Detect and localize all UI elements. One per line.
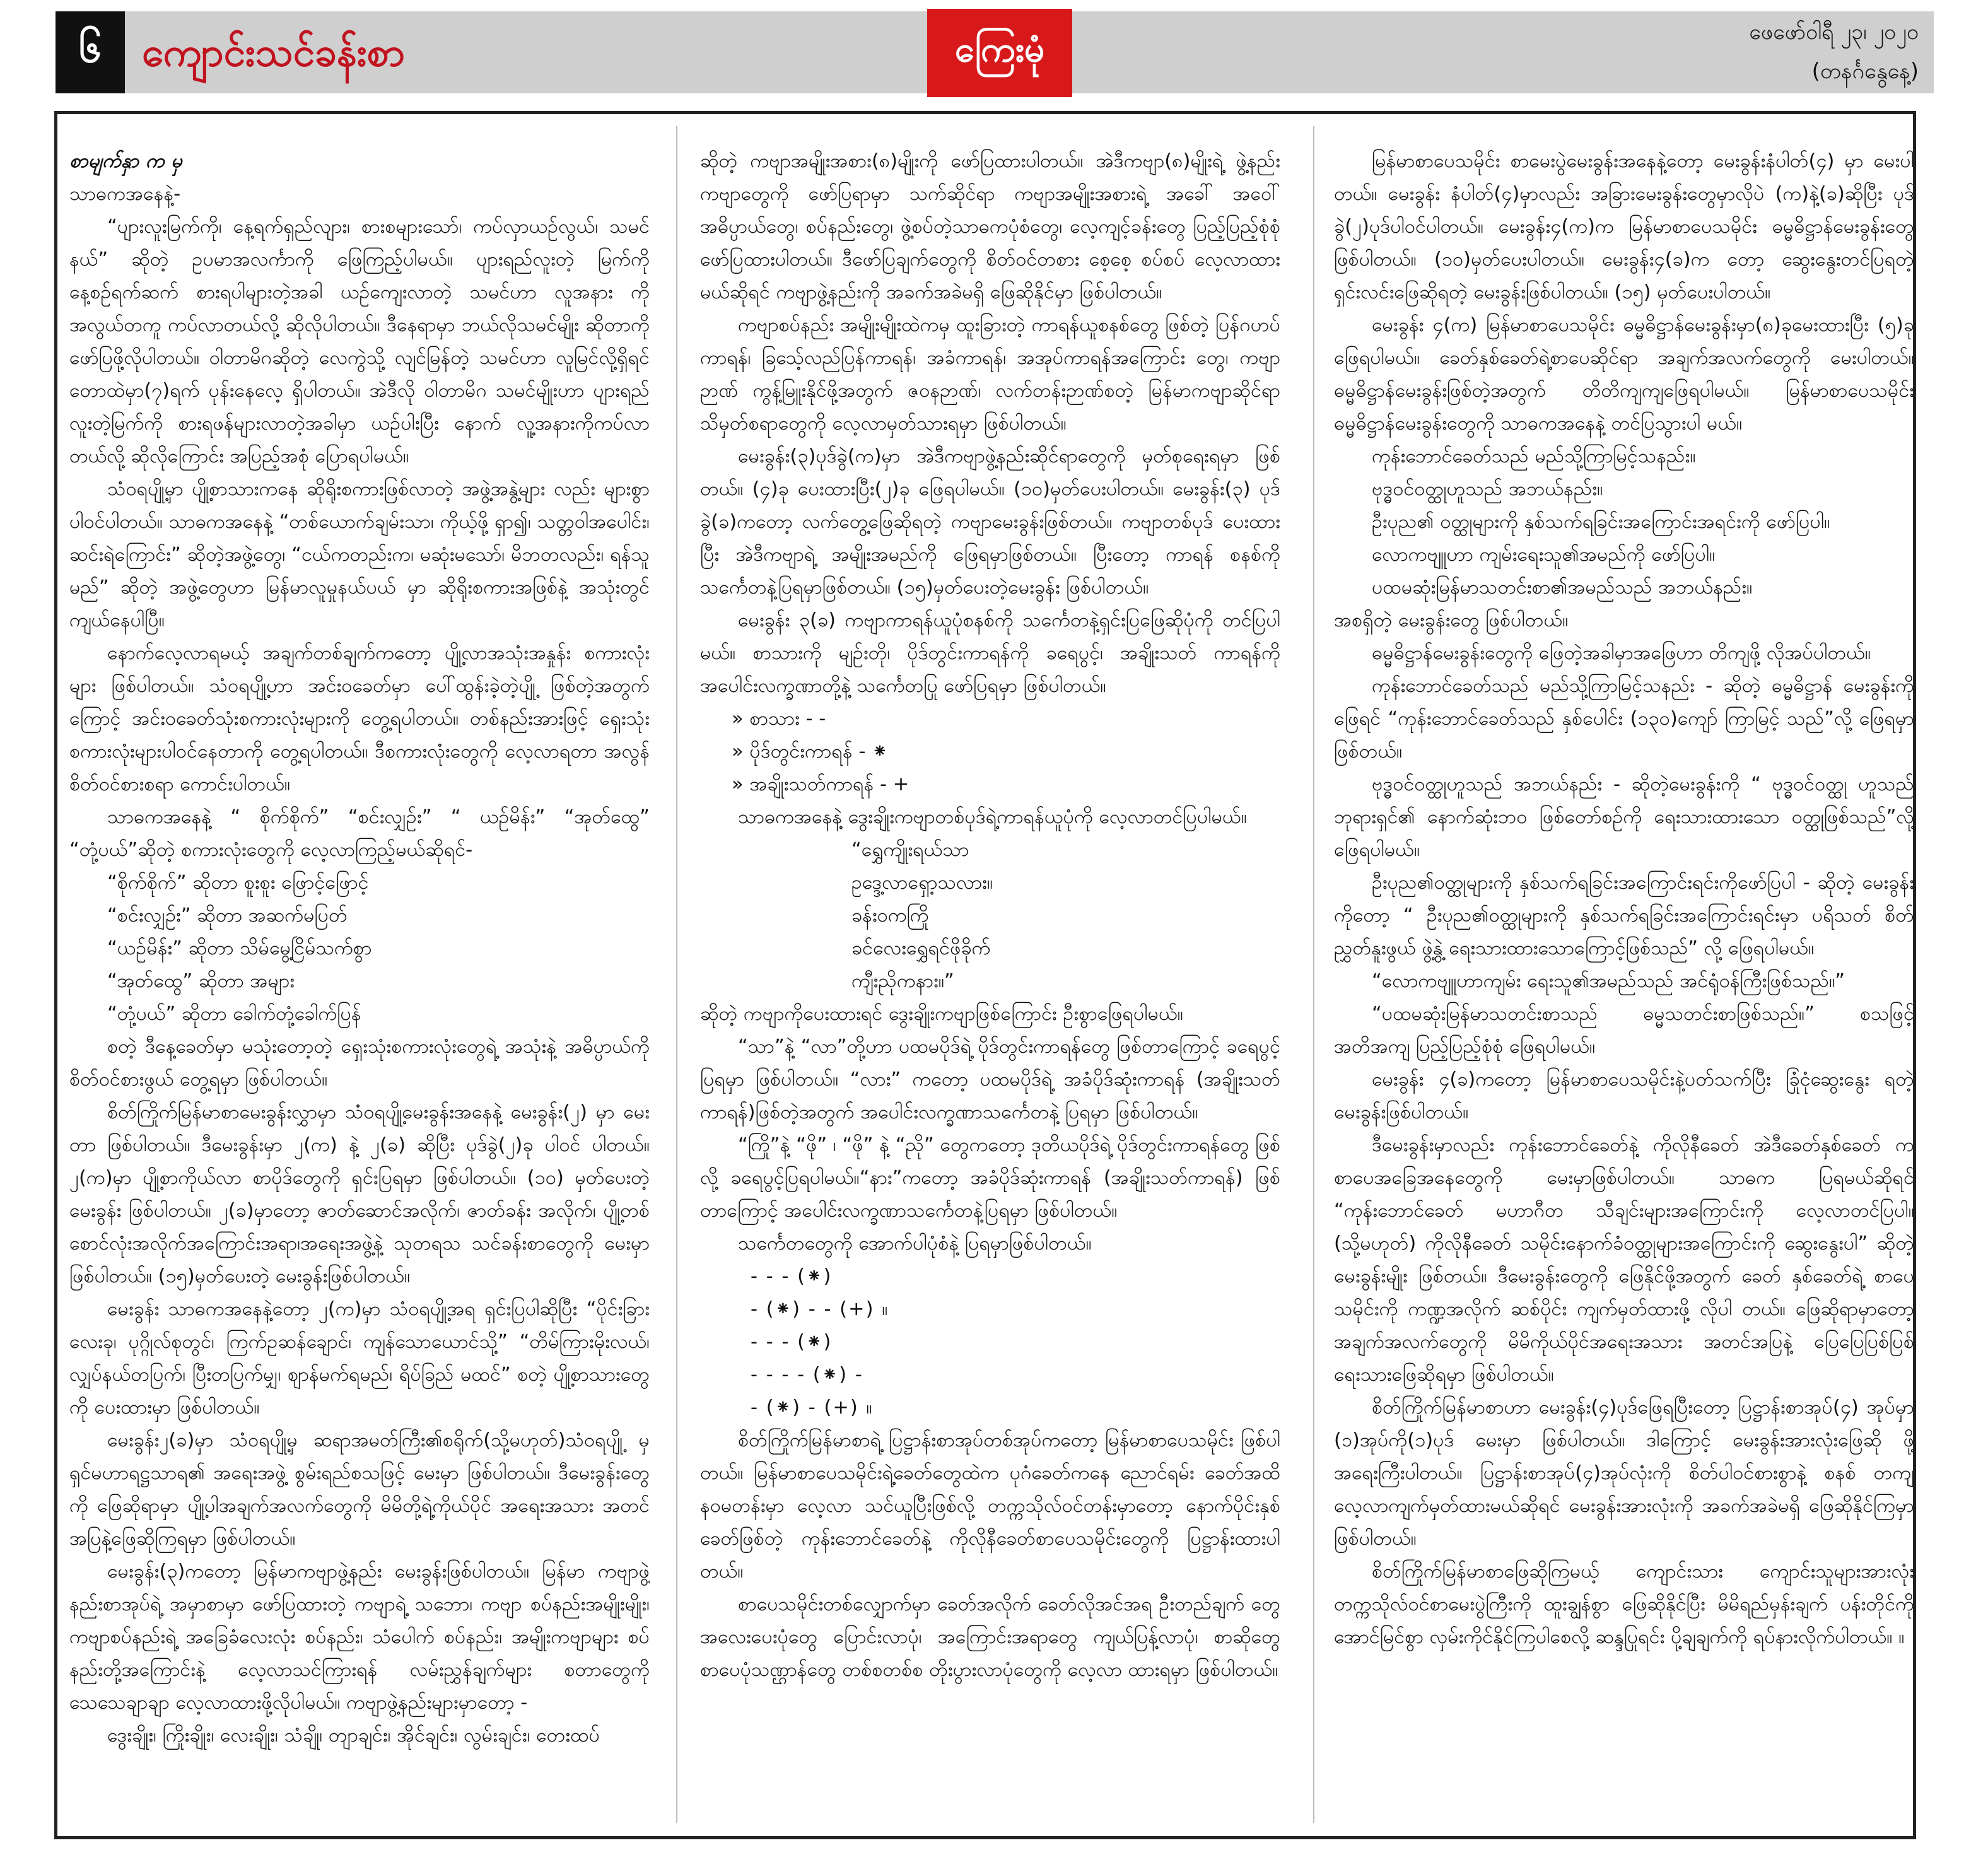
continued-from: စာမျက်နှာ က မှ bbox=[69, 150, 182, 172]
symbol-legend-item: » အချိုးသတ်ကာရန် - + bbox=[732, 773, 909, 795]
paragraph: မေးခွန်း၂(ခ)မှာ သံဝရပျို့မှ ဆရာအမတ်ကြီး၏စရိုက်(သို့မဟုတ်)သံဝရပျို့ မှ ရှင်မဟာရဋ္ဌသာရ၏ အရေးအဖွဲ့ စွမ်းရည်စသဖြင့် မေးမှာ ဖြစ်ပါတယ်။ ဒီမေးခွန်းတွေကို ဖြေဆိုရာမှာ ပျို့ပါအချက်အလက်တွေကို မိမိတို့ရဲ့ကိုယ်ပိုင် အရေးအသား အတင်အပြနဲ့ဖြေဆိုကြရမှာ ဖြစ်ပါတယ်။ bbox=[69, 1429, 650, 1550]
paragraph: စာပေသမိုင်းတစ်လျှောက်မှာ ခေတ်အလိုက် ခေတ်လိုအင်အရ ဦးတည်ချက် တွေ အလေးပေးပုံတွေ ပြောင်းလာပုံ၊ အကြောင်းအရာတွေ ကျယ်ပြန့်လာပုံ၊ စာဆိုတွေ စာပေပုံသဏ္ဌာန်တွေ တစ်စတစ်စ တိုးပွားလာပုံတွေကို လေ့လာ ထားရမှာ ဖြစ်ပါတယ်။ bbox=[700, 1593, 1280, 1681]
paragraph: စိတ်ကြိုက်မြန်မာစာဖြေဆိုကြမယ့် ကျောင်းသား ကျောင်းသူများအားလုံး တက္ကသိုလ်ဝင်စာမေးပွဲကြီးကို ထူးချွန်စွာ ဖြေဆိုနိုင်ပြီး မိမိရည်မှန်းချက် ပန်းတိုင်ကို အောင်မြင်စွာ လှမ်းကိုင်နိုင်ကြပါစေလို့ ဆန္ဒပြုရင်း ပို့ချချက်ကို ရပ်နားလိုက်ပါတယ်။ ။ bbox=[1334, 1560, 1914, 1648]
sample-question: လောကဗျူဟာ ကျမ်းရေးသူ၏အမည်ကို ဖော်ပြပါ။ bbox=[1372, 544, 1716, 566]
sample-answer: “ပထမဆုံးမြန်မာသတင်းစာသည် ဓမ္မသတင်းစာဖြစ်သည်။” စသဖြင့် အတိအကျ ပြည့်ပြည့်စုံစုံ ဖြေရပါမယ်။ bbox=[1334, 1003, 1914, 1058]
paragraph: စိတ်ကြိုက်မြန်မာစာမေးခွန်းလွှာမှာ သံဝရပျို့မေးခွန်းအနေနဲ့ မေးခွန်း(၂) မှာ မေးတာ ဖြစ်ပါတယ်။ ဒီမေးခွန်းမှာ ၂(က) နဲ့ ၂(ခ) ဆိုပြီး ပုဒ်ခွဲ(၂)ခု ပါဝင် ပါတယ်။ ၂(က)မှာ ပျို့စာကိုယ်လာ စာပိုဒ်တွေကို ရှင်းပြရမှာ ဖြစ်ပါတယ်။ (၁၀) မှတ်ပေးတဲ့မေးခွန်း ဖြစ်ပါတယ်။ ၂(ခ)မှာတော့ ဇာတ်ဆောင်အလိုက်၊ ဇာတ်ခန်း အလိုက်၊ ပျို့တစ်စောင်လုံးအလိုက်အကြောင်းအရာ၊အရေးအဖွဲ့နဲ့ သုတရသ သင်ခန်းစာတွေကို မေးမှာဖြစ်ပါတယ်။ (၁၅)မှတ်ပေးတဲ့ မေးခွန်းဖြစ်ပါတယ်။ bbox=[69, 1101, 650, 1287]
paragraph: “ပျားလူးမြက်ကို၊ နေ့ရက်ရှည်လျား၊ စားစများသော်၊ ကပ်လှာယဉ်လွယ်၊ သမင်နယ်” ဆိုတဲ့ ဥပမာအလင်္ကာကို ဖြေကြည့်ပါမယ်။ ပျားရည်လူးတဲ့ မြက်ကို နေ့စဉ်ရက်ဆက် စားရပါများတဲ့အခါ ယဉ်ကျေးလာတဲ့ သမင်ဟာ လူအနား ကို အလွယ်တကူ ကပ်လာတယ်လို့ ဆိုလိုပါတယ်။ ဒီနေရာမှာ ဘယ်လိုသမင်မျိုး ဆိုတာကို ဖော်ပြဖို့လိုပါတယ်။ ဝါတာမိဂဆိုတဲ့ လေကွဲသို့ လျင်မြန်တဲ့ သမင်ဟာ လူမြင်လို့ရှိရင် တောထဲမှာ(၇)ရက် ပုန်းနေလေ့ ရှိပါတယ်။ အဲဒီလို ဝါတာမိဂ သမင်မျိုးဟာ ပျားရည်လူးတဲ့မြက်ကို စားရဖန်များလာတဲ့အခါမှာ ယဉ်ပါးပြီး နောက် လူ့အနားကိုကပ်လာတယ်လို့ ဆိုလိုကြောင်း အပြည့်အစုံ ပြောရပါမယ်။ bbox=[69, 216, 650, 467]
paragraph: သံဝရပျို့မှာ ပျို့စာသားကနေ ဆိုရိုးစကားဖြစ်လာတဲ့ အဖွဲ့အနွဲ့များ လည်း များစွာပါဝင်ပါတယ်။ သာဓကအနေနဲ့ “တစ်ယောက်ချမ်းသာ၊ ကိုယ့်ဖို့ ရှာ၍၊ သတ္တဝါအပေါင်း၊ ဆင်းရဲကြောင်း” ဆိုတဲ့အဖွဲ့တွေ၊ “ငယ်ကတည်းက၊ မဆုံးမသော်၊ မိဘတလည်း၊ ရန်သူမည်” ဆိုတဲ့ အဖွဲ့တွေဟာ မြန်မာလူမှုနယ်ပယ် မှာ ဆိုရိုးစကားအဖြစ်နဲ့ အသုံးတွင် ကျယ်နေပါပြီ။ bbox=[69, 478, 650, 631]
glossary-item: “စိုက်စိုက်” ဆိုတာ စူးစူး ဖြောင့်ဖြောင့် bbox=[107, 872, 369, 894]
paragraph: စိတ်ကြိုက်မြန်မာစာရဲ့ ပြဋ္ဌာန်းစာအုပ်တစ်အုပ်ကတော့ မြန်မာစာပေသမိုင်း ဖြစ်ပါတယ်။ မြန်မာစာပေသမိုင်းရဲ့ခေတ်တွေထဲက ပုဂံခေတ်ကနေ ညောင်ရမ်း ခေတ်အထိ နဝမတန်းမှာ လေ့လာ သင်ယူပြီးဖြစ်လို့ တက္ကသိုလ်ဝင်တန်းမှာတော့ နောက်ပိုင်းနှစ်ခေတ်ဖြစ်တဲ့ ကုန်းဘောင်ခေတ်နဲ့ ကိုလိုနီခေတ်စာပေသမိုင်းတွေကို ပြဋ္ဌာန်းထားပါတယ်။ bbox=[700, 1429, 1280, 1583]
paragraph: အစရှိတဲ့ မေးခွန်းတွေ ဖြစ်ပါတယ်။ bbox=[1334, 609, 1569, 631]
paragraph: မေးခွန်း(၃)ပုဒ်ခွဲ(က)မှာ အဲဒီကဗျာဖွဲ့နည်းဆိုင်ရာတွေကို မှတ်စုရေးရမှာ ဖြစ်တယ်။ (၄)ခု ပေးထားပြီး(၂)ခု ဖြေရပါမယ်။ (၁၀)မှတ်ပေးပါတယ်။ မေးခွန်း(၃) ပုဒ်ခွဲ(ခ)ကတော့ လက်တွေ့ဖြေဆိုရတဲ့ ကဗျာမေးခွန်းဖြစ်တယ်။ ကဗျာတစ်ပုဒ် ပေးထားပြီး အဲဒီကဗျာရဲ့ အမျိုးအမည်ကို ဖြေရမှာဖြစ်တယ်။ ပြီးတော့ ကာရန် စနစ်ကို သင်္ကေတနဲ့ပြရမှာဖြစ်တယ်။ (၁၅)မှတ်ပေးတဲ့မေးခွန်း ဖြစ်ပါတယ်။ bbox=[700, 445, 1280, 599]
paragraph: သာဓကအနေနဲ့ ဒွေးချိုးကဗျာတစ်ပုဒ်ရဲ့ကာရန်ယူပုံကို လေ့လာတင်ပြပါမယ်။ bbox=[738, 806, 1247, 828]
paragraph: မေးခွန်း သာဓကအနေနဲ့တော့ ၂(က)မှာ သံဝရပျို့အရ ရှင်းပြပါဆိုပြီး “ပိုင်းခြားလေးခု၊ ပုဂ္ဂိုလ်စုတွင်၊ ကြက်ဥဆန်ချောင်၊ ကျန်သောယောင်သို့” “တိမ်ကြားမိုးလယ်၊ လျှပ်နယ်တပြက်၊ ပြီးတပြက်မျှ၊ ဈာန်မက်ရမည်၊ ရိပ်ခြည် မထင်” စတဲ့ ပျို့စာသားတွေကို ပေးထားမှာ ဖြစ်ပါတယ်။ bbox=[69, 1298, 650, 1419]
sample-question: ပထမဆုံးမြန်မာသတင်းစာ၏အမည်သည် အဘယ်နည်း။ bbox=[1372, 577, 1753, 599]
page-number: ၆ bbox=[56, 11, 125, 93]
newspaper-logo bbox=[927, 9, 1072, 97]
paragraph: သင်္ကေတတွေကို အောက်ပါပုံစံနဲ့ ပြရမှာဖြစ်ပါတယ်။ bbox=[738, 1232, 1092, 1255]
paragraph: မေးခွန်း ၄(က) မြန်မာစာပေသမိုင်း ဓမ္မဓိဋ္ဌာန်မေးခွန်းမှာ(၈)ခုမေးထားပြီး (၅)ခုဖြေရပါမယ်။ ခေတ်နှစ်ခေတ်ရဲ့စာပေဆိုင်ရာ အချက်အလက်တွေကို မေးပါတယ်။ ဓမ္မဓိဋ္ဌာန်မေးခွန်းဖြစ်တဲ့အတွက် တိတိကျကျဖြေရပါမယ်။ မြန်မာစာပေသမိုင်း ဓမ္မဓိဋ္ဌာန်မေးခွန်းတွေကို သာဓကအနေနဲ့ တင်ပြသွားပါ မယ်။ bbox=[1334, 314, 1914, 435]
glossary-item: “အုတ်ထွေ” ဆိုတာ အများ bbox=[107, 970, 295, 992]
paragraph: ဆိုတဲ့ ကဗျာအမျိုးအစား(၈)မျိုးကို ဖော်ပြထားပါတယ်။ အဲဒီကဗျာ(၈)မျိုးရဲ့ ဖွဲ့နည်းကဗျာတွေကို ဖော်ပြရာမှာ သက်ဆိုင်ရာ ကဗျာအမျိုးအစားရဲ့ အခေါ် အဝေါ် အဓိပ္ပာယ်တွေ၊ စပ်နည်းတွေ၊ ဖွဲ့စပ်တဲ့သာဓကပုံစံတွေ၊ လေ့ကျင့်ခန်းတွေ ပြည့်ပြည့်စုံစုံ ဖော်ပြထားပါတယ်။ ဒီဖော်ပြချက်တွေကို စိတ်ဝင်တစား စေ့စေ့ စပ်စပ် လေ့လာထားမယ်ဆိုရင် ကဗျာဖွဲ့နည်းကို အခက်အခဲမရှိ ဖြေဆိုနိုင်မှာ ဖြစ်ပါတယ်။ bbox=[700, 150, 1280, 303]
paragraph: ဓမ္မဓိဋ္ဌာန်မေးခွန်းတွေကို ဖြေတဲ့အခါမှာအဖြေဟာ တိကျဖို့ လိုအပ်ပါတယ်။ bbox=[1372, 642, 1871, 664]
paragraph: မေးခွန်း ၃(ခ) ကဗျာကာရန်ယူပုံစနစ်ကို သင်္ကေတနဲ့ရှင်းပြဖြေဆိုပုံကို တင်ပြပါမယ်။ စာသားကို မျဉ်းတို၊ ပိုဒ်တွင်းကာရန်ကို ခရေပွင့်၊ အချိုးသတ် ကာရန်ကို အပေါင်းလက္ခဏာတို့နဲ့ သင်္ကေတပြု ဖော်ပြရမှာ ဖြစ်ပါတယ်။ bbox=[700, 609, 1280, 697]
poem-line: ခန်းဝကကြို bbox=[851, 905, 929, 927]
paragraph: ဦးပုည၏ဝတ္ထုများကို နှစ်သက်ရခြင်းအကြောင်းရင်းကိုဖော်ပြပါ - ဆိုတဲ့ မေးခွန်းကိုတော့ “ ဦးပုည၏ဝတ္ထုများကို နှစ်သက်ရခြင်းအကြောင်းရင်းမှာ ပရိသတ် စိတ်ညွှတ်နူးဖွယ် ဖွဲ့နွဲ့ ရေးသားထားသောကြောင့်ဖြစ်သည်” လို့ ဖြေရပါမယ်။ bbox=[1334, 872, 1914, 959]
rhyme-scheme-line: - - - (⁕) bbox=[751, 1265, 833, 1287]
paragraph: မေးခွန်း(၃)ကတော့ မြန်မာကဗျာဖွဲ့နည်း မေးခွန်းဖြစ်ပါတယ်။ မြန်မာ ကဗျာဖွဲ့နည်းစာအုပ်ရဲ့ အမှာစာမှာ ဖော်ပြထားတဲ့ ကဗျာရဲ့ သဘော၊ ကဗျာ စပ်နည်းအမျိုးမျိုး၊ ကဗျာစပ်နည်းရဲ့ အခြေခံလေးလုံး စပ်နည်း၊ သံပေါက် စပ်နည်း၊ အမျိုးကဗျာများ စပ်နည်းတို့အကြောင်းနဲ့ လေ့လာသင်ကြားရန် လမ်းညွှန်ချက်များ စတာတွေကို သေသေချာချာ လေ့လာထားဖို့လိုပါမယ်။ ကဗျာဖွဲ့နည်းများမှာတော့ - bbox=[69, 1560, 650, 1714]
column-divider bbox=[1313, 126, 1314, 1823]
rhyme-scheme-line: - (⁕) - (+) ။ bbox=[751, 1396, 874, 1419]
sample-question: ဦးပုည၏ ဝတ္ထုများကို နှစ်သက်ရခြင်းအကြောင်းအရင်းကို ဖော်ပြပါ။ bbox=[1372, 511, 1830, 533]
rhyme-scheme-line: - - - (⁕) bbox=[751, 1331, 833, 1353]
paragraph: ဒီမေးခွန်းမှာလည်း ကုန်းဘောင်ခေတ်နဲ့ ကိုလိုနီခေတ် အဲဒီခေတ်နှစ်ခေတ် က စာပေအခြေအနေတွေကို မေးမှာဖြစ်ပါတယ်။ သာဓက ပြရမယ်ဆိုရင် “ကုန်းဘောင်ခေတ် မဟာဂီတ သီချင်းများအကြောင်းကို လေ့လာတင်ပြပါ။ (သို့မဟုတ်) ကိုလိုနီခေတ် သမိုင်းနောက်ခံဝတ္ထုများအကြောင်းကို ဆွေးနွေးပါ” ဆိုတဲ့ မေးခွန်းမျိုး ဖြစ်တယ်။ ဒီမေးခွန်းတွေကို ဖြေနိုင်ဖို့အတွက် ခေတ် နှစ်ခေတ်ရဲ့ စာပေသမိုင်းကို ကဏ္ဍအလိုက် ဆစ်ပိုင်း ကျက်မှတ်ထားဖို့ လိုပါ တယ်။ ဖြေဆိုရာမှာတော့ အချက်အလက်တွေကို မိမိကိုယ်ပိုင်အရေးအသား အတင်အပြနဲ့ ပြေပြေပြစ်ပြစ် ရေးသားဖြေဆိုရမှာ ဖြစ်ပါတယ်။ bbox=[1334, 1134, 1914, 1386]
glossary-item: “တုံ့ပယ်” ဆိုတာ ခေါက်တုံ့ခေါက်ပြန် bbox=[107, 1003, 361, 1025]
symbol-legend-item: » ပိုဒ်တွင်းကာရန် - ⁕ bbox=[732, 741, 888, 763]
paragraph: မြန်မာစာပေသမိုင်း စာမေးပွဲမေးခွန်းအနေနဲ့တော့ မေးခွန်းနံပါတ်(၄) မှာ မေးပါတယ်။ မေးခွန်း နံပါတ်(၄)မှာလည်း အခြားမေးခွန်းတွေမှာလိုပဲ (က)နဲ့(ခ)ဆိုပြီး ပုဒ်ခွဲ(၂)ပုဒ်ပါဝင်ပါတယ်။ မေးခွန်း၄(က)က မြန်မာစာပေသမိုင်း ဓမ္မဓိဋ္ဌာန်မေးခွန်းတွေ ဖြစ်ပါတယ်။ (၁၀)မှတ်ပေးပါတယ်။ မေးခွန်း၄(ခ)က တော့ ဆွေးနွေးတင်ပြရတဲ့ ရှင်းလင်းဖြေဆိုရတဲ့ မေးခွန်းဖြစ်ပါတယ်။ (၁၅) မှတ်ပေးပါတယ်။ bbox=[1334, 150, 1914, 303]
issue-weekday: (တနင်္ဂနွေနေ့) bbox=[1811, 59, 1919, 84]
column-1 bbox=[69, 145, 650, 1823]
paragraph: စတဲ့ ဒီနေ့ခေတ်မှာ မသုံးတော့တဲ့ ရှေးသုံးစကားလုံးတွေရဲ့ အသုံးနဲ့ အဓိပ္ပာယ်ကို စိတ်ဝင်စားဖွယ် တွေ့ရမှာ ဖြစ်ပါတယ်။ bbox=[69, 1036, 650, 1091]
page-header bbox=[0, 0, 1988, 107]
glossary-item: “ယဉ်မိန်း” ဆိုတာ သိမ်မွေ့ငြိမ်သက်စွာ bbox=[107, 937, 372, 959]
paragraph: စိတ်ကြိုက်မြန်မာစာဟာ မေးခွန်း(၄)ပုဒ်ဖြေရပြီးတော့ ပြဋ္ဌာန်းစာအုပ်(၄) အုပ်မှာ (၁)အုပ်ကို(၁)ပုဒ် မေးမှာ ဖြစ်ပါတယ်။ ဒါကြောင့် မေးခွန်းအားလုံးဖြေဆို ဖို့ အရေးကြီးပါတယ်။ ပြဋ္ဌာန်းစာအုပ်(၄)အုပ်လုံးကို စိတ်ပါဝင်စားစွာနဲ့ စနစ် တကျ လေ့လာကျက်မှတ်ထားမယ်ဆိုရင် မေးခွန်းအားလုံးကို အခက်အခဲမရှိ ဖြေဆိုနိုင်ကြမှာ ဖြစ်ပါတယ်။ bbox=[1334, 1396, 1914, 1550]
poem-line: ကျီးညိုကနား။” bbox=[851, 970, 954, 992]
paragraph: “ကြို”နဲ့ “ဖို” ၊ “ဖို” နဲ့ “ညို” တွေကတော့ ဒုတိယပိုဒ်ရဲ့ ပိုဒ်တွင်းကာရန်တွေ ဖြစ်လို့ ခရေပွင့်ပြရပါမယ်။“နား”ကတော့ အခံပိုဒ်ဆုံးကာရန် (အချိုးသတ်ကာရန်) ဖြစ်တာကြောင့် အပေါင်းလက္ခဏာသင်္ကေတနဲ့ပြရမှာ ဖြစ်ပါတယ်။ bbox=[700, 1134, 1280, 1222]
paragraph: ကဗျာစပ်နည်း အမျိုးမျိုးထဲကမှ ထူးခြားတဲ့ ကာရန်ယူစနစ်တွေ ဖြစ်တဲ့ ပြန်ဂဟပ်ကာရန်၊ ခြသေ့်လည်ပြန်ကာရန်၊ အခံကာရန်၊ အအုပ်ကာရန်အကြောင်း တွေ၊ ကဗျာဉာဏ် ကွန့်မြူးနိုင်ဖို့အတွက် ဇဝနဉာဏ်၊ လက်တန်းဉာဏ်စတဲ့ မြန်မာကဗျာဆိုင်ရာ သိမှတ်စရာတွေကို လေ့လာမှတ်သားရမှာ ဖြစ်ပါတယ်။ bbox=[700, 314, 1280, 435]
paragraph: နောက်လေ့လာရမယ့် အချက်တစ်ချက်ကတော့ ပျို့လာအသုံးအနှုန်း စကားလုံးများ ဖြစ်ပါတယ်။ သံဝရပျို့ဟာ အင်းဝခေတ်မှာ ပေါ်ထွန်းခဲ့တဲ့ပျို့ ဖြစ်တဲ့အတွက်ကြောင့် အင်းဝခေတ်သုံးစကားလုံးများကို တွေ့ရပါတယ်။ တစ်နည်းအားဖြင့် ရှေးသုံးစကားလုံးများပါဝင်နေတာကို တွေ့ရပါတယ်။ ဒီစကားလုံးတွေကို လေ့လာရတာ အလွန်စိတ်ဝင်စားစရာ ကောင်းပါတယ်။ bbox=[69, 642, 650, 795]
column-divider bbox=[676, 126, 677, 1823]
poem-line: “ရွှေကျိုးရယ်သာ bbox=[851, 839, 969, 861]
sample-answer: “လောကဗျူဟာကျမ်း ရေးသူ၏အမည်သည် အင်ရုံဝန်ကြီးဖြစ်သည်။” bbox=[1372, 970, 1845, 992]
logo-text: ကြေးမုံ bbox=[955, 29, 1044, 70]
paragraph: ဒွေးချိုး၊ ကြိုးချိုး၊ လေးချိုး၊ သံချို၊ တျာချင်း၊ အိုင်ချင်း၊ လွမ်းချင်း၊ တေးထပ် bbox=[107, 1724, 600, 1747]
paragraph: ဗုဒ္ဓဝင်ဝတ္ထုဟူသည် အဘယ်နည်း - ဆိုတဲ့မေးခွန်းကို “ ဗုဒ္ဓဝင်ဝတ္ထု ဟူသည် ဘုရားရှင်၏ နောက်ဆုံးဘဝ ဖြစ်တော်စဉ်ကို ရေးသားထားသော ဝတ္ထုဖြစ်သည်”လို့ ဖြေရပါမယ်။ bbox=[1334, 773, 1914, 861]
paragraph: ဆိုတဲ့ ကဗျာကိုပေးထားရင် ဒွေးချိုးကဗျာဖြစ်ကြောင်း ဦးစွာဖြေရပါမယ်။ bbox=[700, 1003, 1183, 1025]
section-title: ကျောင်းသင်ခန်းစာ bbox=[142, 29, 406, 75]
paragraph: “သာ”နဲ့ “လာ”တို့ဟာ ပထမပိုဒ်ရဲ့ ပိုဒ်တွင်းကာရန်တွေ ဖြစ်တာကြောင့် ခရေပွင့်ပြရမှာ ဖြစ်ပါတယ်။ “လား” ကတော့ ပထမပိုဒ်ရဲ့ အခံပိုဒ်ဆုံးကာရန် (အချိုးသတ်ကာရန်)ဖြစ်တဲ့အတွက် အပေါင်းလက္ခဏာသင်္ကေတနဲ့ ပြရမှာ ဖြစ်ပါတယ်။ bbox=[700, 1036, 1280, 1123]
column-3 bbox=[1334, 145, 1914, 1823]
rhyme-scheme-line: - - - - (⁕) - bbox=[751, 1364, 863, 1386]
glossary-item: “စင်းလျှဉ်း” ဆိုတာ အဆက်မပြတ် bbox=[107, 905, 348, 927]
paragraph: သာဓကအနေနဲ့- bbox=[69, 183, 181, 205]
poem-line: ခင်လေးရွှေရင်ဖိုခိုက် bbox=[851, 937, 991, 959]
rhyme-scheme-line: - (⁕) - - (+) ။ bbox=[751, 1298, 889, 1320]
poem-line: ဥဒ္ဒေ့လာရှော့သလား။ bbox=[851, 872, 993, 894]
sample-question: ကုန်းဘောင်ခေတ်သည် မည်သို့ကြာမြင့်သနည်း။ bbox=[1372, 445, 1696, 467]
symbol-legend-item: » စာသား - - bbox=[732, 708, 826, 730]
paragraph: မေးခွန်း ၄(ခ)ကတော့ မြန်မာစာပေသမိုင်းနဲ့ပတ်သက်ပြီး ခြုံငုံဆွေးနွေး ရတဲ့ မေးခွန်းဖြစ်ပါတယ်။ bbox=[1334, 1068, 1914, 1123]
paragraph: ကုန်းဘောင်ခေတ်သည် မည်သို့ကြာမြင့်သနည်း - ဆိုတဲ့ ဓမ္မဓိဋ္ဌာန် မေးခွန်းကိုဖြေရင် “ကုန်းဘောင်ခေတ်သည် နှစ်ပေါင်း (၁၃၀)ကျော် ကြာမြင့် သည်”လို့ ဖြေရမှာ ဖြစ်တယ်။ bbox=[1334, 675, 1914, 763]
issue-date: ဖေဖော်ဝါရီ ၂၃၊ ၂၀၂၀ bbox=[1749, 20, 1919, 45]
paragraph: သာဓကအနေနဲ့ “ စိုက်စိုက်” “စင်းလျှဉ်း” “ ယဉ်မိန်း” “အုတ်ထွေ” “တုံ့ပယ်”ဆိုတဲ့ စကားလုံးတွေကို လေ့လာကြည့်မယ်ဆိုရင်- bbox=[69, 806, 650, 861]
sample-question: ဗုဒ္ဓဝင်ဝတ္ထုဟူသည် အဘယ်နည်း။ bbox=[1372, 478, 1603, 500]
column-2 bbox=[700, 145, 1280, 1823]
